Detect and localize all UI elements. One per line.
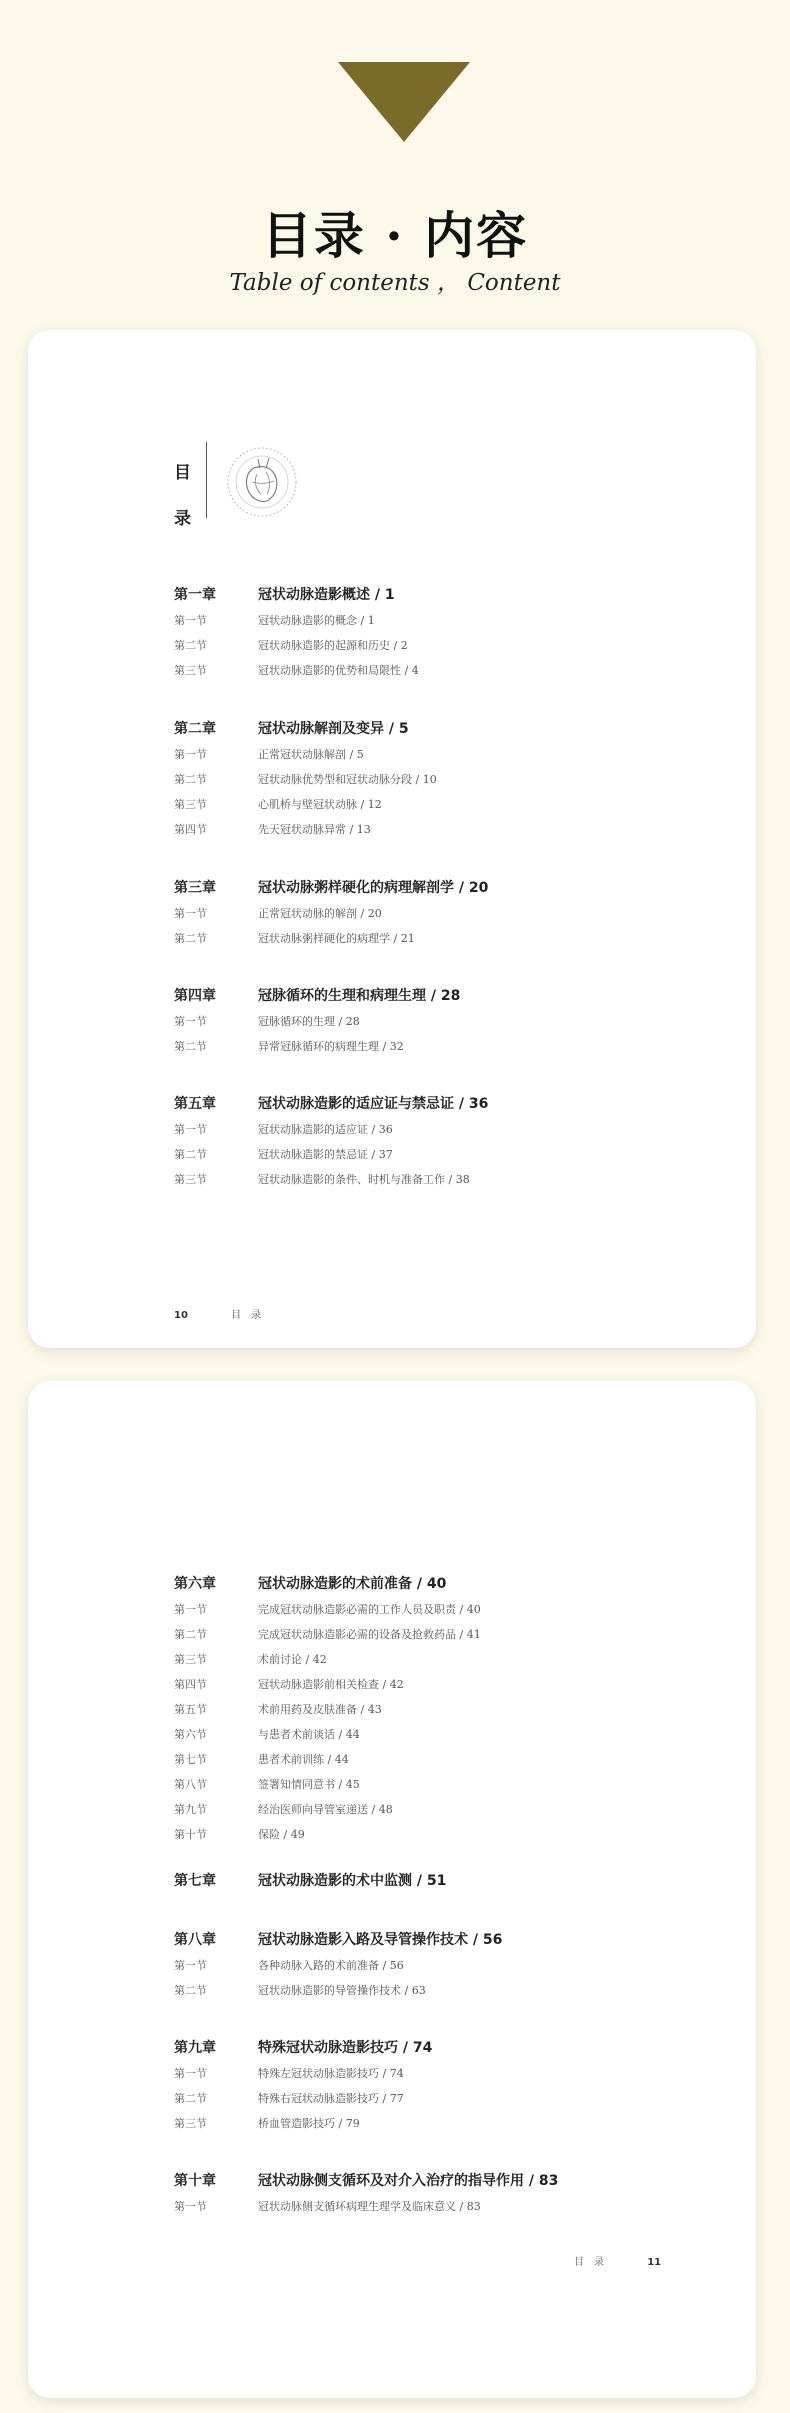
- page-footer: [174, 1306, 261, 1321]
- section-title: 特殊左冠状动脉造影技巧 / 74: [258, 2067, 404, 2080]
- section-title: 正常冠状动脉解剖 / 5: [258, 748, 364, 761]
- heart-emblem-icon: [224, 444, 300, 520]
- section-title: 冠状动脉造影的条件、时机与准备工作 / 38: [258, 1173, 470, 1186]
- section-number: 第一节: [174, 748, 207, 761]
- section-number: 第二节: [174, 1984, 207, 1997]
- chapter-1[interactable]: [174, 582, 734, 683]
- section-number: 第一节: [174, 2200, 207, 2213]
- chapter-6[interactable]: [174, 1571, 734, 1847]
- section-number: 第二节: [174, 639, 207, 652]
- section-title: 冠状动脉造影的禁忌证 / 37: [258, 1148, 393, 1161]
- section-entry[interactable]: [174, 1722, 734, 1747]
- chapter-4[interactable]: [174, 983, 734, 1059]
- chapter-number: 第二章: [174, 721, 216, 737]
- chapter-number: 第四章: [174, 988, 216, 1004]
- section-number: 第二节: [174, 1628, 207, 1641]
- section-entry[interactable]: [174, 1978, 734, 2003]
- section-entry[interactable]: [174, 767, 734, 792]
- page-footer: [574, 2253, 661, 2268]
- toc-page-10: [28, 330, 756, 1348]
- section-entry[interactable]: [174, 792, 734, 817]
- section-title: 完成冠状动脉造影必需的工作人员及职责 / 40: [258, 1603, 481, 1616]
- section-title: 完成冠状动脉造影必需的设备及抢救药品 / 41: [258, 1628, 481, 1641]
- chapter-heading[interactable]: [174, 1571, 734, 1597]
- chapter-title: 冠状动脉造影的适应证与禁忌证 / 36: [258, 1096, 489, 1112]
- chapter-title: 冠状动脉造影入路及导管操作技术 / 56: [258, 1932, 503, 1948]
- chapter-number: 第三章: [174, 880, 216, 896]
- section-number: 第一节: [174, 2067, 207, 2080]
- chapter-heading[interactable]: [174, 2168, 734, 2194]
- page-title: 目录 · 内容: [261, 206, 529, 265]
- chapter-number: 第七章: [174, 1873, 216, 1889]
- section-title: 冠状动脉侧支循环病理生理学及临床意义 / 83: [258, 2200, 481, 2213]
- section-title: 正常冠状动脉的解剖 / 20: [258, 907, 382, 920]
- section-number: 第三节: [174, 2117, 207, 2130]
- toc-divider: [206, 442, 207, 518]
- section-entry[interactable]: [174, 1142, 734, 1167]
- section-title: 桥血管造影技巧 / 79: [258, 2117, 360, 2130]
- section-entry[interactable]: [174, 2111, 734, 2136]
- section-title: 心肌桥与壁冠状动脉 / 12: [258, 798, 382, 811]
- section-entry[interactable]: [174, 1697, 734, 1722]
- section-entry[interactable]: [174, 1167, 734, 1192]
- section-title: 冠状动脉粥样硬化的病理学 / 21: [258, 932, 415, 945]
- chapter-number: 第一章: [174, 587, 216, 603]
- chapter-title: 冠状动脉造影的术中监测 / 51: [258, 1873, 447, 1889]
- section-title: 先天冠状动脉异常 / 13: [258, 823, 371, 836]
- section-number: 第五节: [174, 1703, 207, 1716]
- section-entry[interactable]: [174, 2086, 734, 2111]
- section-title: 异常冠脉循环的病理生理 / 32: [258, 1040, 404, 1053]
- section-title: 与患者术前谈话 / 44: [258, 1728, 360, 1741]
- chapter-title: 冠脉循环的生理和病理生理 / 28: [258, 988, 461, 1004]
- chapter-10[interactable]: [174, 2168, 734, 2219]
- section-title: 患者术前训练 / 44: [258, 1753, 349, 1766]
- chapter-heading[interactable]: [174, 1868, 734, 1894]
- chapter-title: 冠状动脉造影的术前准备 / 40: [258, 1576, 447, 1592]
- triangle-ornament-icon: [338, 62, 470, 142]
- section-number: 第一节: [174, 1959, 207, 1972]
- toc-page-11: [28, 1381, 756, 2398]
- section-number: 第四节: [174, 1678, 207, 1691]
- chapter-title: 冠状动脉造影概述 / 1: [258, 587, 395, 603]
- section-number: 第三节: [174, 664, 207, 677]
- chapter-heading[interactable]: [174, 875, 734, 901]
- section-title: 冠状动脉造影的适应证 / 36: [258, 1123, 393, 1136]
- section-entry[interactable]: [174, 1672, 734, 1697]
- section-number: 第八节: [174, 1778, 207, 1791]
- chapter-heading[interactable]: [174, 1091, 734, 1117]
- section-number: 第二节: [174, 932, 207, 945]
- chapter-title: 冠状动脉侧支循环及对介入治疗的指导作用 / 83: [258, 2173, 559, 2189]
- chapter-number: 第六章: [174, 1576, 216, 1592]
- chapter-number: 第九章: [174, 2040, 216, 2056]
- section-title: 冠状动脉造影的导管操作技术 / 63: [258, 1984, 426, 1997]
- section-entry[interactable]: [174, 817, 734, 842]
- chapter-8[interactable]: [174, 1927, 734, 2003]
- section-entry[interactable]: [174, 1597, 734, 1622]
- section-title: 冠状动脉优势型和冠状动脉分段 / 10: [258, 773, 437, 786]
- section-entry[interactable]: [174, 901, 734, 926]
- section-entry[interactable]: [174, 1009, 734, 1034]
- toc-label-char: 录: [174, 509, 191, 529]
- section-number: 第三节: [174, 798, 207, 811]
- section-entry[interactable]: [174, 926, 734, 951]
- section-title: 签署知情同意书 / 45: [258, 1778, 360, 1791]
- page-header: [0, 0, 790, 330]
- footer-label: 目 录: [231, 1310, 262, 1321]
- section-number: 第三节: [174, 1173, 207, 1186]
- chapter-9[interactable]: [174, 2035, 734, 2136]
- section-entry[interactable]: [174, 1034, 734, 1059]
- chapter-2[interactable]: [174, 716, 734, 842]
- section-entry[interactable]: [174, 658, 734, 683]
- section-title: 冠状动脉造影的概念 / 1: [258, 614, 375, 627]
- section-entry[interactable]: [174, 1797, 734, 1822]
- section-number: 第三节: [174, 1653, 207, 1666]
- section-entry[interactable]: [174, 2194, 734, 2219]
- section-number: 第一节: [174, 614, 207, 627]
- section-number: 第二节: [174, 773, 207, 786]
- section-title: 冠状动脉造影前相关检查 / 42: [258, 1678, 404, 1691]
- section-entry[interactable]: [174, 1822, 734, 1847]
- section-entry[interactable]: [174, 1647, 734, 1672]
- section-number: 第四节: [174, 823, 207, 836]
- section-number: 第九节: [174, 1803, 207, 1816]
- section-number: 第十节: [174, 1828, 207, 1841]
- chapter-heading[interactable]: [174, 1927, 734, 1953]
- section-entry[interactable]: [174, 1117, 734, 1142]
- chapter-title: 冠状动脉解剖及变异 / 5: [258, 721, 409, 737]
- chapter-heading[interactable]: [174, 716, 734, 742]
- section-number: 第一节: [174, 907, 207, 920]
- section-entry[interactable]: [174, 2061, 734, 2086]
- chapter-number: 第八章: [174, 1932, 216, 1948]
- chapter-heading[interactable]: [174, 582, 734, 608]
- chapter-5[interactable]: [174, 1091, 734, 1192]
- chapter-3[interactable]: [174, 875, 734, 951]
- section-entry[interactable]: [174, 742, 734, 767]
- page-subtitle: Table of contents ， Content: [229, 270, 561, 296]
- section-title: 保险 / 49: [258, 1828, 305, 1841]
- section-title: 术前讨论 / 42: [258, 1653, 327, 1666]
- section-entry[interactable]: [174, 1953, 734, 1978]
- chapter-number: 第十章: [174, 2173, 216, 2189]
- section-title: 各种动脉入路的术前准备 / 56: [258, 1959, 404, 1972]
- section-entry[interactable]: [174, 1747, 734, 1772]
- section-number: 第二节: [174, 1148, 207, 1161]
- toc-label: [174, 450, 194, 542]
- section-number: 第二节: [174, 2092, 207, 2105]
- toc-label-char: 目: [174, 463, 191, 483]
- section-title: 冠状动脉造影的起源和历史 / 2: [258, 639, 408, 652]
- page-number: 10: [174, 1310, 188, 1321]
- footer-label: 目 录: [574, 2257, 604, 2268]
- page-number: 11: [647, 2257, 662, 2268]
- chapter-title: 冠状动脉粥样硬化的病理解剖学 / 20: [258, 880, 489, 896]
- section-title: 术前用药及皮肤准备 / 43: [258, 1703, 382, 1716]
- chapter-number: 第五章: [174, 1096, 216, 1112]
- section-title: 经治医师向导管室递送 / 48: [258, 1803, 393, 1816]
- section-number: 第一节: [174, 1603, 207, 1616]
- chapter-7[interactable]: [174, 1868, 734, 1894]
- section-title: 冠脉循环的生理 / 28: [258, 1015, 360, 1028]
- section-number: 第六节: [174, 1728, 207, 1741]
- section-title: 特殊右冠状动脉造影技巧 / 77: [258, 2092, 404, 2105]
- section-entry[interactable]: [174, 1622, 734, 1647]
- section-number: 第七节: [174, 1753, 207, 1766]
- section-entry[interactable]: [174, 633, 734, 658]
- section-number: 第一节: [174, 1015, 207, 1028]
- section-number: 第一节: [174, 1123, 207, 1136]
- section-entry[interactable]: [174, 608, 734, 633]
- chapter-heading[interactable]: [174, 2035, 734, 2061]
- section-number: 第二节: [174, 1040, 207, 1053]
- section-entry[interactable]: [174, 1772, 734, 1797]
- chapter-heading[interactable]: [174, 983, 734, 1009]
- chapter-title: 特殊冠状动脉造影技巧 / 74: [258, 2040, 433, 2056]
- section-title: 冠状动脉造影的优势和局限性 / 4: [258, 664, 419, 677]
